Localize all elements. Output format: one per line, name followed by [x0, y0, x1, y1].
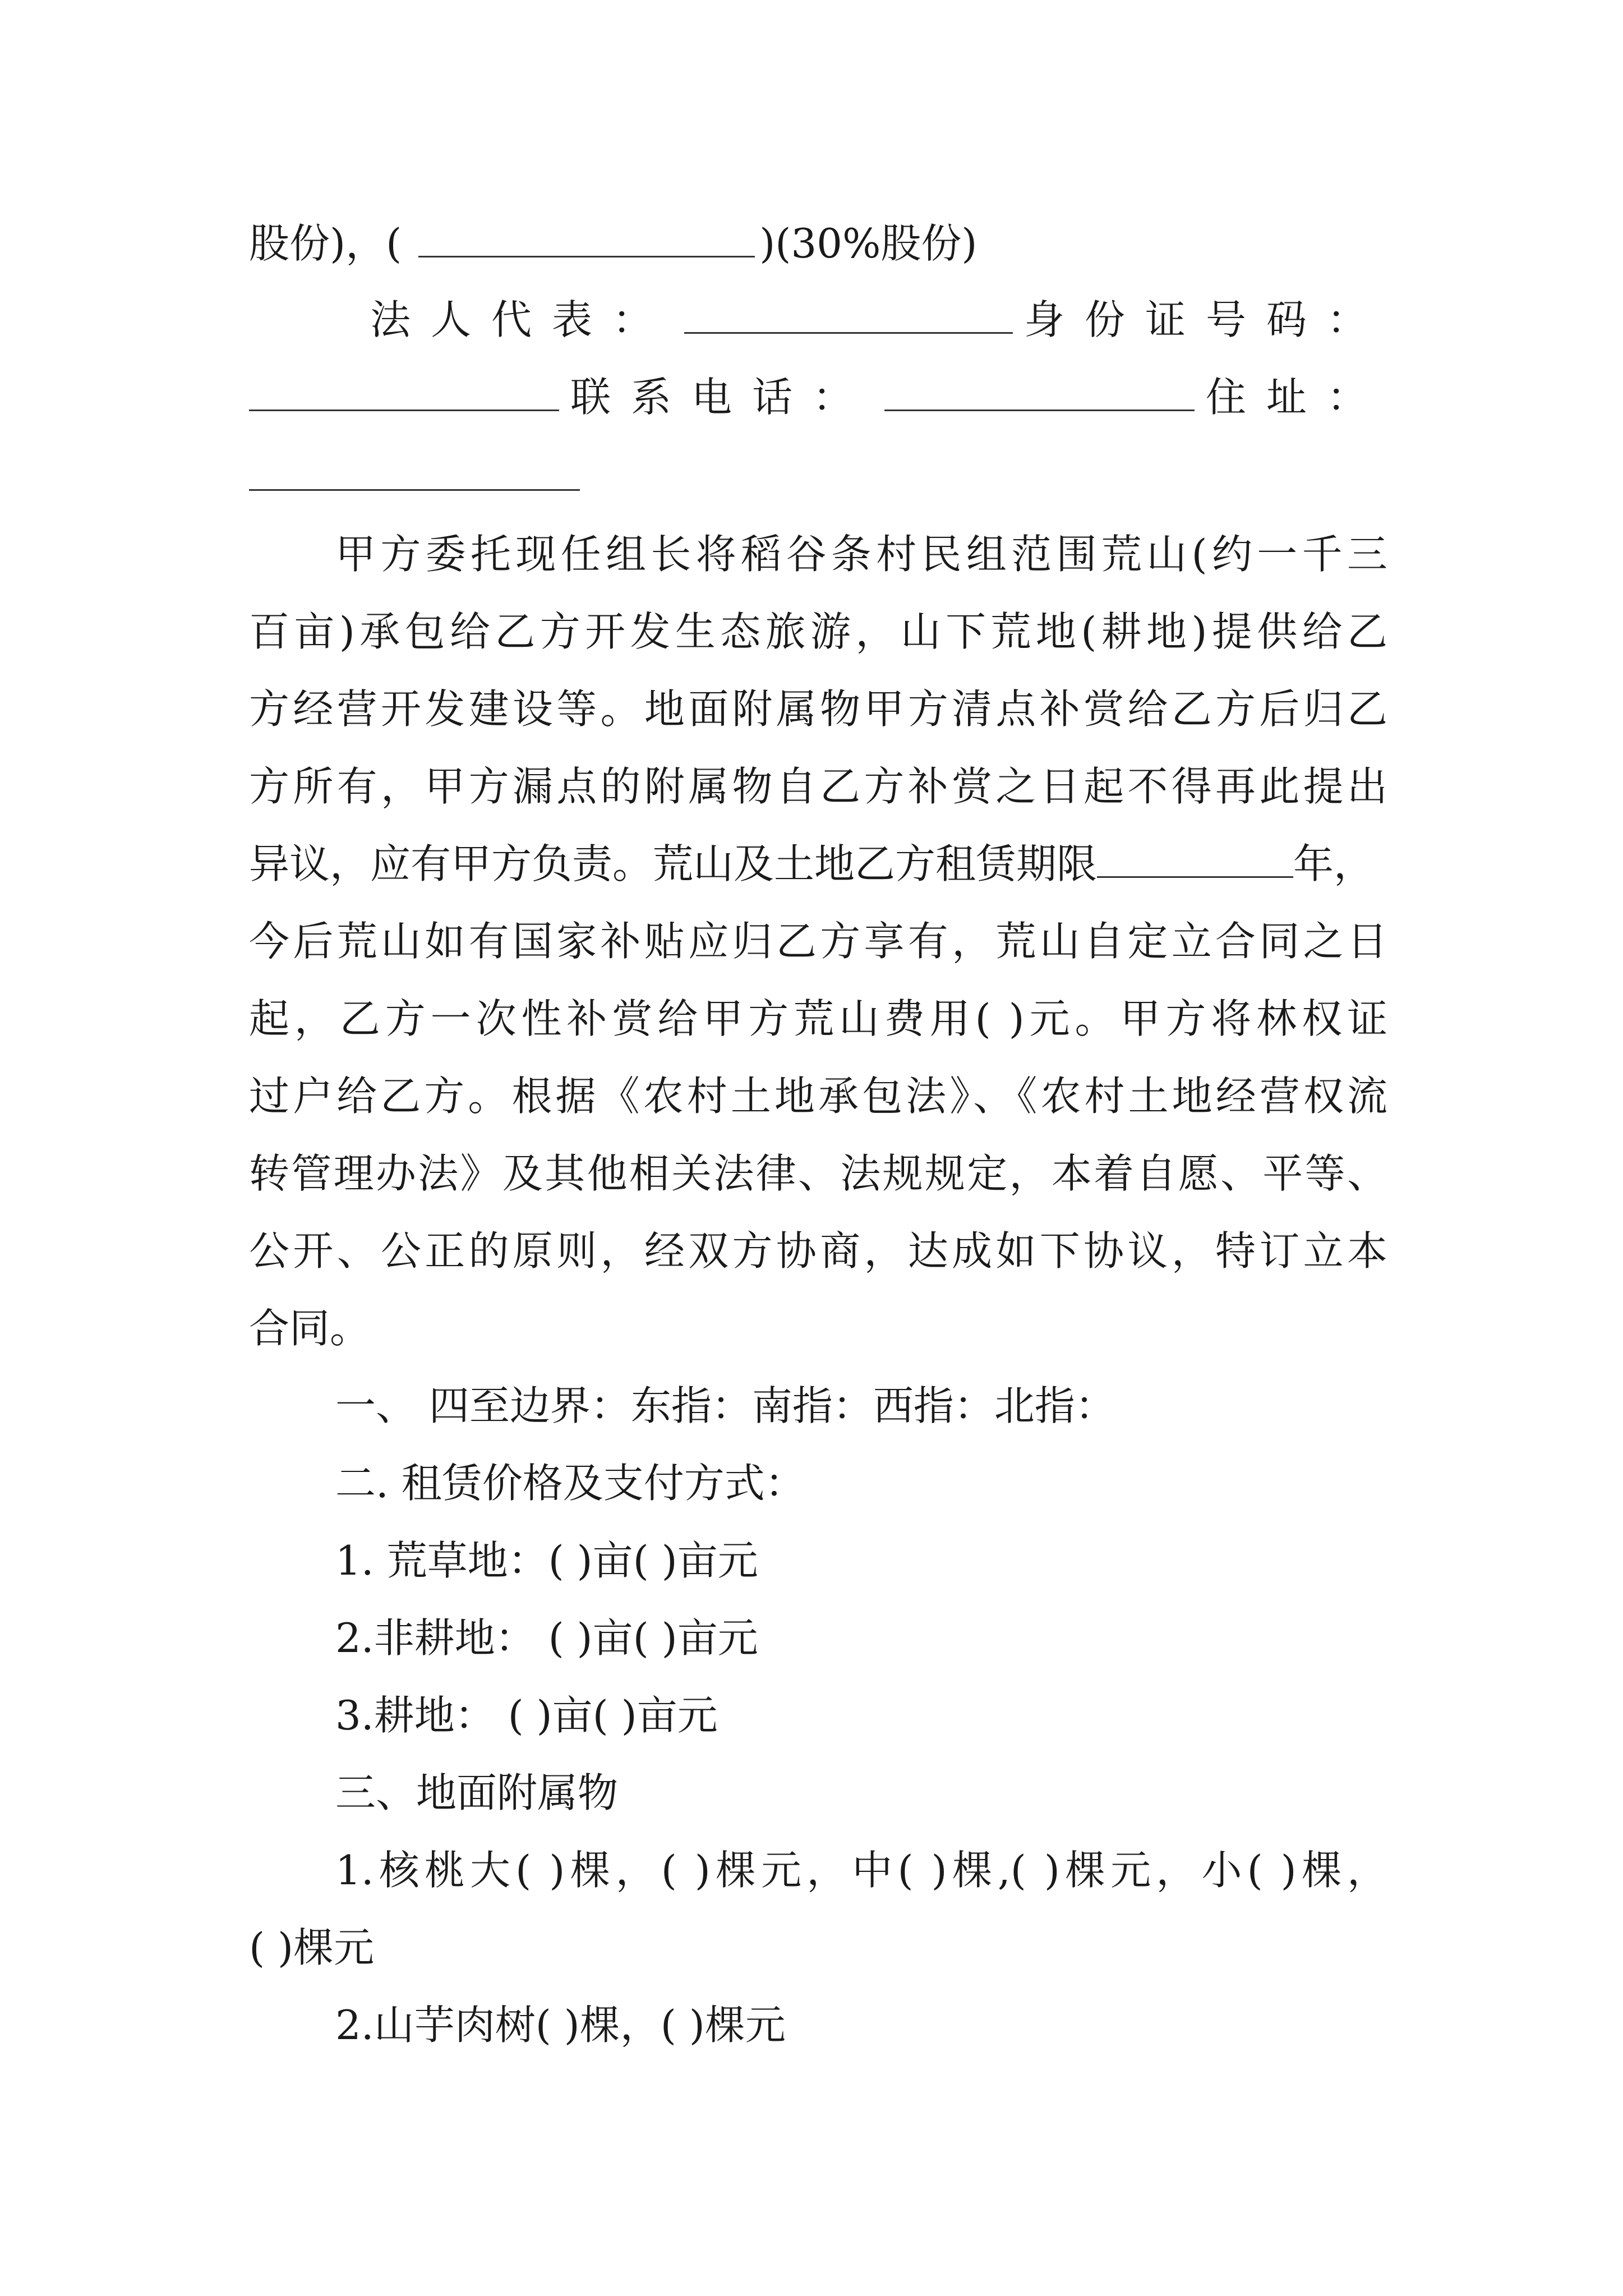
shares-text-b: )(30%股份)	[759, 220, 978, 267]
address-blank-line	[249, 443, 1387, 510]
item-walnut-cont: ( )棵元	[249, 1924, 375, 1971]
legal-rep-line	[370, 286, 1387, 353]
address-label: 住址：	[1205, 374, 1387, 421]
item-farmland: 3.耕地： ( )亩( )亩元	[335, 1692, 718, 1739]
phone-label: 联系电话：	[570, 374, 873, 421]
para-line-10: 公开、公正的原则，经双方协商，达成如下协议，特订立本	[249, 1227, 1387, 1274]
para-line-5	[249, 830, 1387, 898]
item-non-farmland: 2.非耕地： ( )亩( )亩元	[335, 1614, 758, 1662]
phone-blank	[884, 369, 1195, 411]
para-line-3: 方经营开发建设等。地面附属物甲方清点补赏给乙方后归乙	[249, 685, 1387, 733]
legal-rep-label: 法人代表：	[370, 296, 674, 343]
section-boundaries: 一、 四至边界：东指：南指：西指：北指：	[335, 1382, 1115, 1429]
item-wasteland: 1. 荒草地：( )亩( )亩元	[335, 1537, 758, 1584]
item-cornus-tree: 2.山芋肉树( )棵，( )棵元	[335, 2001, 786, 2049]
para-line-1: 甲方委托现任组长将稻谷条村民组范围荒山(约一千三	[335, 531, 1387, 578]
item-walnut: 1.核桃大( )棵，( )棵元，中( )棵,( )棵元，小( )棵，	[335, 1847, 1387, 1894]
id-number-label: 身份证号码：	[1023, 296, 1387, 343]
lease-term-unit: 年，	[1293, 840, 1375, 887]
address-blank	[249, 449, 580, 491]
para-line-6: 今后荒山如有国家补贴应归乙方享有，荒山自定立合同之日	[249, 918, 1387, 965]
para-line-8: 过户给乙方。根据《农村土地承包法》、《农村土地经营权流	[249, 1073, 1387, 1120]
shares-line	[249, 210, 1387, 277]
section-attachments: 三、地面附属物	[335, 1769, 619, 1816]
para-line-9: 转管理办法》及其他相关法律、法规规定，本着自愿、平等、	[249, 1150, 1387, 1197]
shares-text-a: 股份)，(	[249, 220, 402, 267]
para-line-2: 百亩)承包给乙方开发生态旅游，山下荒地(耕地)提供给乙	[249, 608, 1387, 655]
shareholder-blank	[418, 215, 755, 257]
legal-rep-blank	[684, 292, 1013, 334]
section-pricing: 二. 租赁价格及支付方式：	[335, 1460, 805, 1507]
id-number-blank	[249, 369, 559, 411]
para-line-4: 方所有，甲方漏点的附属物自乙方补赏之日起不得再此提出	[249, 763, 1387, 810]
para-line-11: 合同。	[249, 1305, 371, 1352]
contact-line	[249, 364, 1387, 431]
lease-term-text: 异议，应有甲方负责。荒山及土地乙方租赁期限	[249, 840, 1098, 887]
para-line-7: 起，乙方一次性补赏给甲方荒山费用( )元。甲方将林权证	[249, 995, 1387, 1042]
lease-term-blank	[1097, 836, 1293, 878]
